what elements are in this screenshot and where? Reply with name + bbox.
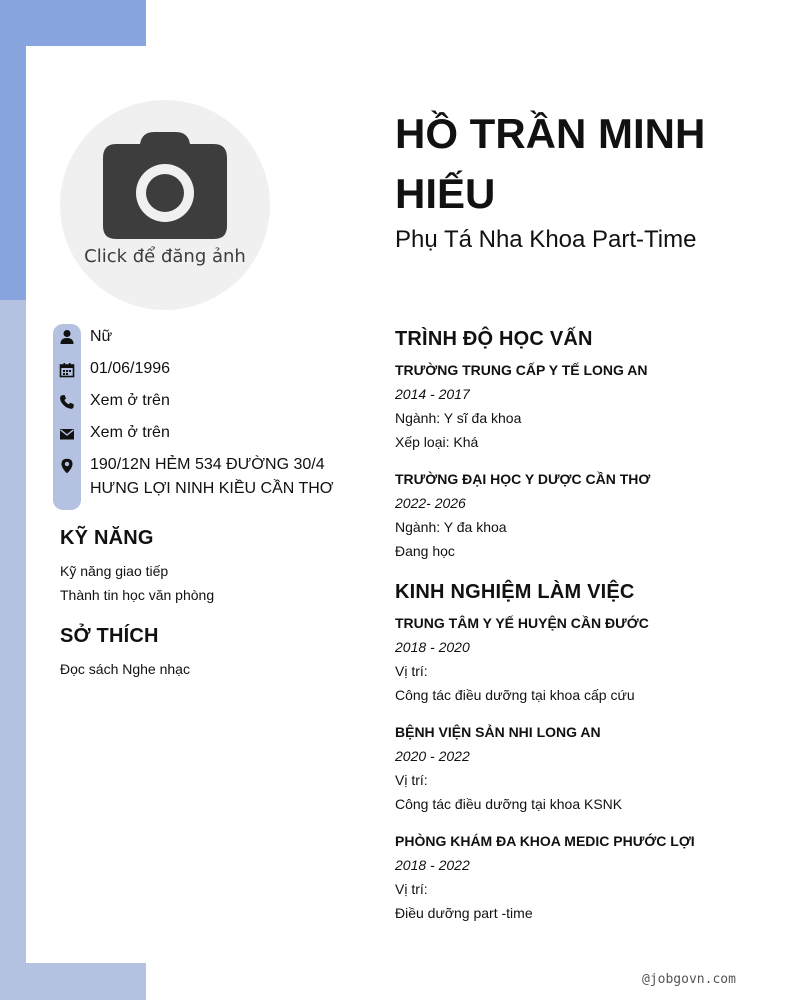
experience-entry [395,720,775,816]
education-entry [395,358,775,454]
info-birthdate: 01/06/1996 [90,360,171,377]
skill-item: Kỹ năng giao tiếp [60,563,169,579]
decor-left-dark-strip [0,46,26,300]
education-detail: Đang học [395,543,455,559]
experience-period: 2018 - 2022 [395,857,470,873]
experience-company: PHÒNG KHÁM ĐA KHOA MEDIC PHƯỚC LỢI [395,833,695,849]
experience-detail: Điều dưỡng part -time [395,905,533,921]
person-icon [59,329,75,345]
experience-entry [395,611,775,707]
decor-top-block [0,0,146,46]
education-school: TRƯỜNG TRUNG CẤP Y TẾ LONG AN [395,362,648,378]
email-icon [59,426,75,442]
education-detail: Ngành: Y đa khoa [395,519,507,535]
experience-period: 2020 - 2022 [395,748,470,764]
hobbies-text: Đọc sách Nghe nhạc [60,661,190,677]
experience-detail: Công tác điều dưỡng tại khoa cấp cứu [395,687,635,703]
info-address: 190/12N HẺM 534 ĐƯỜNG 30/4 HƯNG LỢI NINH KIỀU CẦN THƠ [90,456,334,497]
experience-company: TRUNG TÂM Y YẾ HUYỆN CẦN ĐƯỚC [395,615,649,631]
camera-icon [102,130,228,240]
education-detail: Xếp loại: Khá [395,434,479,450]
experience-period: 2018 - 2020 [395,639,470,655]
location-icon [59,458,75,474]
job-title: Phụ Tá Nha Khoa Part-Time [395,226,697,253]
education-entry [395,467,775,563]
info-email: Xem ở trên [90,424,170,441]
skill-item: Thành tin học văn phòng [60,587,215,603]
education-title: TRÌNH ĐỘ HỌC VẤN [395,328,593,350]
info-gender: Nữ [90,328,113,345]
experience-entry [395,829,775,925]
watermark: @jobgovn.com [642,972,736,987]
education-period: 2022- 2026 [395,495,466,511]
candidate-name: HỒ TRẦN MINH HIẾU [395,110,706,217]
phone-icon [59,394,75,410]
experience-detail: Vị trí: [395,663,428,679]
photo-upload-label[interactable]: Click để đăng ảnh [84,246,246,267]
decor-bottom-block [26,963,146,1000]
decor-left-light-strip [0,300,26,1000]
hobbies-title: SỞ THÍCH [60,625,159,647]
education-detail: Ngành: Y sĩ đa khoa [395,410,522,426]
experience-detail: Vị trí: [395,881,428,897]
skills-title: KỸ NĂNG [60,527,154,549]
experience-detail: Vị trí: [395,772,428,788]
experience-title: KINH NGHIỆM LÀM VIỆC [395,581,635,603]
education-period: 2014 - 2017 [395,386,470,402]
info-icon-bar [53,324,81,510]
calendar-icon [59,362,75,378]
education-school: TRƯỜNG ĐẠI HỌC Y DƯỢC CẦN THƠ [395,471,651,487]
experience-company: BỆNH VIỆN SẢN NHI LONG AN [395,724,601,740]
experience-detail: Công tác điều dưỡng tại khoa KSNK [395,796,623,812]
info-phone: Xem ở trên [90,392,170,409]
